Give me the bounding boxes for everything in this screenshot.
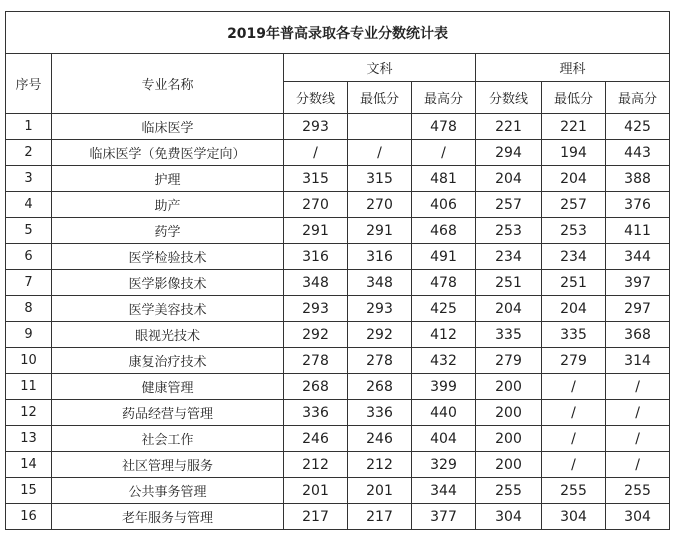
- cell-li-max: 255: [606, 478, 670, 504]
- table-row: [6, 192, 670, 218]
- row-index: 14: [6, 452, 52, 478]
- cell-li-min: /: [542, 452, 606, 478]
- cell-li-max: /: [606, 452, 670, 478]
- cell-li-max: 388: [606, 166, 670, 192]
- cell-li-min: 204: [542, 296, 606, 322]
- cell-wen-max: 399: [412, 374, 476, 400]
- row-major: 老年服务与管理: [52, 504, 284, 530]
- cell-wen-min: /: [348, 140, 412, 166]
- header-col-wen-max: 最高分: [412, 82, 476, 114]
- cell-wen-line: 278: [284, 348, 348, 374]
- cell-li-max: 314: [606, 348, 670, 374]
- row-index: 5: [6, 218, 52, 244]
- cell-wen-max: 478: [412, 114, 476, 140]
- row-index: 2: [6, 140, 52, 166]
- cell-li-line: 200: [476, 400, 542, 426]
- cell-li-max: 397: [606, 270, 670, 296]
- cell-wen-min: 270: [348, 192, 412, 218]
- header-col-li-min: 最低分: [542, 82, 606, 114]
- cell-wen-max: 481: [412, 166, 476, 192]
- table-row: [6, 452, 670, 478]
- cell-wen-max: 491: [412, 244, 476, 270]
- row-major: 社会工作: [52, 426, 284, 452]
- cell-li-max: 297: [606, 296, 670, 322]
- cell-li-min: 257: [542, 192, 606, 218]
- cell-wen-line: 270: [284, 192, 348, 218]
- cell-li-max: 425: [606, 114, 670, 140]
- cell-wen-line: 268: [284, 374, 348, 400]
- cell-wen-line: 316: [284, 244, 348, 270]
- cell-li-min: 194: [542, 140, 606, 166]
- cell-li-max: 443: [606, 140, 670, 166]
- cell-wen-max: 440: [412, 400, 476, 426]
- table-row: [6, 400, 670, 426]
- cell-li-line: 255: [476, 478, 542, 504]
- cell-li-line: 253: [476, 218, 542, 244]
- cell-wen-max: 406: [412, 192, 476, 218]
- cell-wen-max: 468: [412, 218, 476, 244]
- row-major: 临床医学: [52, 114, 284, 140]
- cell-wen-min: 291: [348, 218, 412, 244]
- cell-wen-min: 268: [348, 374, 412, 400]
- cell-wen-max: 377: [412, 504, 476, 530]
- cell-wen-min: 246: [348, 426, 412, 452]
- cell-li-max: /: [606, 400, 670, 426]
- cell-wen-min: 292: [348, 322, 412, 348]
- row-major: 助产: [52, 192, 284, 218]
- cell-wen-line: 217: [284, 504, 348, 530]
- cell-wen-min: 217: [348, 504, 412, 530]
- score-table: [5, 11, 670, 530]
- header-col-li-line: 分数线: [476, 82, 542, 114]
- cell-li-min: 234: [542, 244, 606, 270]
- cell-wen-line: 336: [284, 400, 348, 426]
- cell-li-max: 304: [606, 504, 670, 530]
- cell-wen-max: /: [412, 140, 476, 166]
- cell-li-min: /: [542, 426, 606, 452]
- cell-li-min: 335: [542, 322, 606, 348]
- table-row: [6, 478, 670, 504]
- cell-wen-line: /: [284, 140, 348, 166]
- cell-wen-max: 412: [412, 322, 476, 348]
- table-row: [6, 322, 670, 348]
- row-index: 3: [6, 166, 52, 192]
- cell-wen-max: 425: [412, 296, 476, 322]
- cell-li-min: /: [542, 374, 606, 400]
- row-major: 眼视光技术: [52, 322, 284, 348]
- table-title: 2019年普高录取各专业分数统计表: [6, 12, 670, 54]
- header-group-wen: 文科: [284, 54, 476, 82]
- cell-li-line: 200: [476, 374, 542, 400]
- table-row: [6, 504, 670, 530]
- cell-li-max: 344: [606, 244, 670, 270]
- row-index: 16: [6, 504, 52, 530]
- cell-wen-min: 336: [348, 400, 412, 426]
- row-major: 医学美容技术: [52, 296, 284, 322]
- cell-wen-line: 293: [284, 114, 348, 140]
- cell-wen-line: 212: [284, 452, 348, 478]
- cell-li-line: 221: [476, 114, 542, 140]
- cell-wen-line: 291: [284, 218, 348, 244]
- cell-li-min: 253: [542, 218, 606, 244]
- cell-wen-line: 292: [284, 322, 348, 348]
- row-major: 护理: [52, 166, 284, 192]
- cell-wen-line: 348: [284, 270, 348, 296]
- table-body: [6, 114, 670, 530]
- cell-li-min: 255: [542, 478, 606, 504]
- cell-li-min: 279: [542, 348, 606, 374]
- cell-wen-line: 315: [284, 166, 348, 192]
- cell-li-line: 251: [476, 270, 542, 296]
- table-row: [6, 114, 670, 140]
- row-index: 13: [6, 426, 52, 452]
- cell-li-min: 204: [542, 166, 606, 192]
- cell-wen-max: 432: [412, 348, 476, 374]
- cell-wen-max: 344: [412, 478, 476, 504]
- cell-wen-min: 293: [348, 296, 412, 322]
- row-major: 公共事务管理: [52, 478, 284, 504]
- cell-li-min: 251: [542, 270, 606, 296]
- cell-li-line: 294: [476, 140, 542, 166]
- cell-wen-min: 316: [348, 244, 412, 270]
- row-major: 医学检验技术: [52, 244, 284, 270]
- header-col-li-max: 最高分: [606, 82, 670, 114]
- cell-li-min: /: [542, 400, 606, 426]
- cell-li-line: 279: [476, 348, 542, 374]
- cell-wen-min: [348, 114, 412, 140]
- cell-li-line: 335: [476, 322, 542, 348]
- header-index: 序号: [6, 54, 52, 114]
- row-index: 10: [6, 348, 52, 374]
- cell-wen-line: 246: [284, 426, 348, 452]
- row-index: 7: [6, 270, 52, 296]
- row-major: 康复治疗技术: [52, 348, 284, 374]
- cell-li-line: 304: [476, 504, 542, 530]
- table-row: [6, 218, 670, 244]
- row-major: 药品经营与管理: [52, 400, 284, 426]
- header-major: 专业名称: [52, 54, 284, 114]
- cell-li-line: 204: [476, 166, 542, 192]
- table-row: [6, 426, 670, 452]
- cell-li-max: 376: [606, 192, 670, 218]
- cell-wen-min: 278: [348, 348, 412, 374]
- row-major: 药学: [52, 218, 284, 244]
- table-row: [6, 270, 670, 296]
- row-index: 4: [6, 192, 52, 218]
- row-major: 医学影像技术: [52, 270, 284, 296]
- cell-wen-max: 404: [412, 426, 476, 452]
- row-index: 11: [6, 374, 52, 400]
- row-index: 6: [6, 244, 52, 270]
- cell-li-min: 304: [542, 504, 606, 530]
- header-col-wen-min: 最低分: [348, 82, 412, 114]
- cell-wen-line: 201: [284, 478, 348, 504]
- table-row: [6, 166, 670, 192]
- row-index: 9: [6, 322, 52, 348]
- cell-li-line: 257: [476, 192, 542, 218]
- row-major: 临床医学（免费医学定向）: [52, 140, 284, 166]
- cell-li-line: 234: [476, 244, 542, 270]
- cell-li-max: 368: [606, 322, 670, 348]
- row-major: 健康管理: [52, 374, 284, 400]
- cell-wen-line: 293: [284, 296, 348, 322]
- cell-li-max: /: [606, 374, 670, 400]
- row-index: 12: [6, 400, 52, 426]
- cell-li-max: /: [606, 426, 670, 452]
- table-row: [6, 244, 670, 270]
- table-row: [6, 348, 670, 374]
- cell-li-min: 221: [542, 114, 606, 140]
- cell-wen-min: 201: [348, 478, 412, 504]
- table-row: [6, 296, 670, 322]
- cell-li-line: 200: [476, 426, 542, 452]
- header-group-li: 理科: [476, 54, 670, 82]
- header-col-wen-line: 分数线: [284, 82, 348, 114]
- row-index: 15: [6, 478, 52, 504]
- cell-wen-min: 212: [348, 452, 412, 478]
- cell-li-line: 204: [476, 296, 542, 322]
- row-index: 8: [6, 296, 52, 322]
- cell-wen-max: 478: [412, 270, 476, 296]
- cell-wen-min: 348: [348, 270, 412, 296]
- table-row: [6, 374, 670, 400]
- row-index: 1: [6, 114, 52, 140]
- cell-wen-min: 315: [348, 166, 412, 192]
- cell-wen-max: 329: [412, 452, 476, 478]
- table-row: [6, 140, 670, 166]
- cell-li-line: 200: [476, 452, 542, 478]
- row-major: 社区管理与服务: [52, 452, 284, 478]
- cell-li-max: 411: [606, 218, 670, 244]
